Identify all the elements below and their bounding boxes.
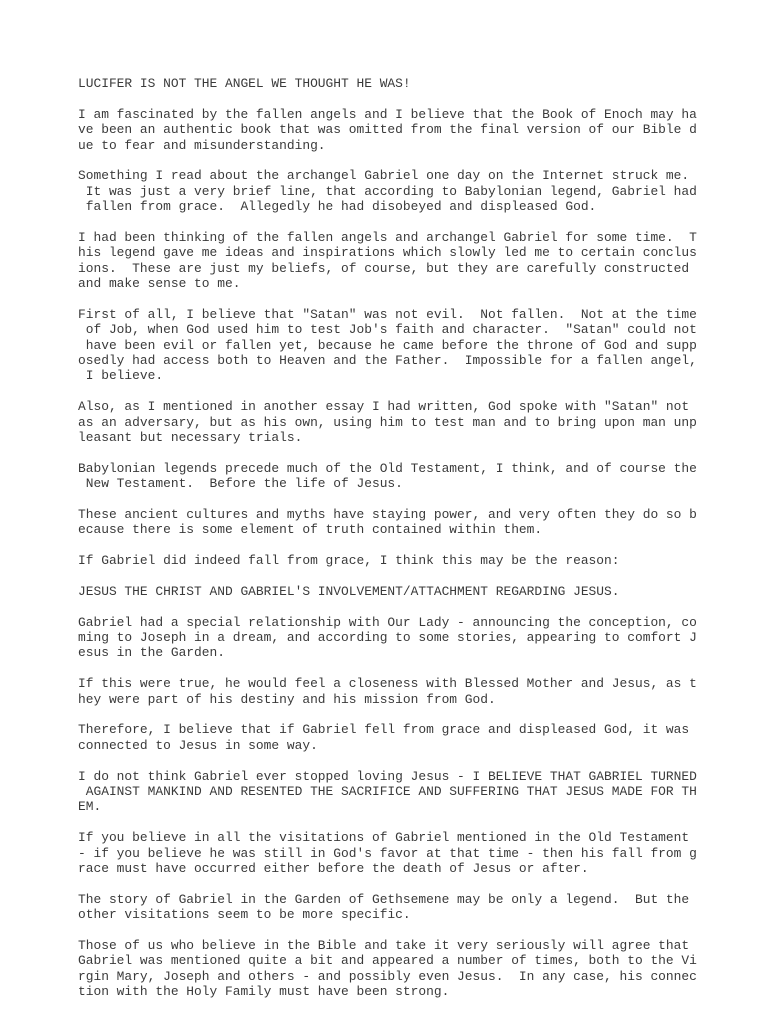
paragraph [78,830,698,876]
text-line: Gabriel was mentioned quite a bit and appeared a number of times, both to the Vi [78,953,697,969]
paragraph [78,892,698,923]
text-line: I am fascinated by the fallen angels and I believe that the Book of Enoch may ha [78,106,697,122]
paragraph [78,676,698,707]
text-line: as an adversary, but as his own, using him to test man and to bring upon man unp [78,414,697,430]
text-line: It was just a very brief line, that according to Babylonian legend, Gabriel had [78,183,697,199]
text-line: ve been an authentic book that was omitted from the final version of our Bible d [78,122,697,138]
paragraph [78,107,698,153]
text-line: Also, as I mentioned in another essay I had written, God spoke with "Satan" not [78,399,690,415]
text-line: JESUS THE CHRIST AND GABRIEL'S INVOLVEMENT/ATTACHMENT REGARDING JESUS. [78,583,620,599]
text-line: and make sense to me. [78,276,241,292]
text-line: Therefore, I believe that if Gabriel fell from grace and displeased God, it was [78,722,690,738]
text-line: AGAINST MANKIND AND RESENTED THE SACRIFICE AND SUFFERING THAT JESUS MADE FOR TH [78,783,697,799]
text-line: I believe. [78,368,164,384]
text-line: race must have occurred either before the death of Jesus or after. [78,860,589,876]
text-line: ming to Joseph in a dream, and according to some stories, appearing to comfort J [78,630,697,646]
text-line: Those of us who believe in the Bible and take it very seriously will agree that [78,937,690,953]
text-line: Something I read about the archangel Gabriel one day on the Internet struck me. [78,168,690,184]
paragraph [78,461,698,492]
text-line: rgin Mary, Joseph and others - and possibly even Jesus. In any case, his connec [78,968,697,984]
text-line: If Gabriel did indeed fall from grace, I think this may be the reason: [78,553,620,569]
section-heading [78,584,698,599]
paragraph [78,553,698,568]
text-line: I do not think Gabriel ever stopped loving Jesus - I BELIEVE THAT GABRIEL TURNED [78,768,697,784]
text-line: leasant but necessary trials. [78,429,303,445]
text-line: ions. These are just my beliefs, of course, but they are carefully constructed [78,260,690,276]
text-line: have been evil or fallen yet, because he came before the throne of God and supp [78,337,697,353]
text-line: fallen from grace. Allegedly he had disobeyed and displeased God. [78,199,597,215]
paragraph [78,769,698,815]
text-line: connected to Jesus in some way. [78,737,318,753]
text-line: First of all, I believe that "Satan" was not evil. Not fallen. Not at the time [78,306,697,322]
text-line: Babylonian legends precede much of the Old Testament, I think, and of course the [78,460,697,476]
text-line: - if you believe he was still in God's favor at that time - then his fall from g [78,845,697,861]
text-line: hey were part of his destiny and his mission from God. [78,691,496,707]
text-line: esus in the Garden. [78,645,225,661]
text-line: ecause there is some element of truth contained within them. [78,522,543,538]
paragraph [78,615,698,661]
text-line: of Job, when God used him to test Job's faith and character. "Satan" could not [78,322,697,338]
text-line: If you believe in all the visitations of Gabriel mentioned in the Old Testament [78,830,690,846]
text-line: I had been thinking of the fallen angels and archangel Gabriel for some time. T [78,229,697,245]
paragraph [78,230,698,292]
text-line: LUCIFER IS NOT THE ANGEL WE THOUGHT HE WAS! [78,76,411,91]
document-body [78,76,698,1015]
text-line: tion with the Holy Family must have been strong. [78,984,450,1000]
text-line: New Testament. Before the life of Jesus. [78,476,403,492]
text-line: These ancient cultures and myths have staying power, and very often they do so b [78,506,697,522]
paragraph [78,168,698,214]
text-line: EM. [78,799,102,815]
paragraph [78,507,698,538]
paragraph [78,938,698,1000]
text-line: ue to fear and misunderstanding. [78,137,326,153]
paragraph [78,399,698,445]
text-line: other visitations seem to be more specific. [78,907,411,923]
text-line: If this were true, he would feel a closeness with Blessed Mother and Jesus, as t [78,676,697,692]
paragraph [78,722,698,753]
paragraph [78,307,698,384]
text-line: The story of Gabriel in the Garden of Gethsemene may be only a legend. But the [78,891,690,907]
text-line: his legend gave me ideas and inspirations which slowly led me to certain conclus [78,245,697,261]
text-line: osedly had access both to Heaven and the Father. Impossible for a fallen angel, [78,353,697,369]
document-title [78,76,698,91]
text-line: Gabriel had a special relationship with Our Lady - announcing the conception, co [78,614,697,630]
